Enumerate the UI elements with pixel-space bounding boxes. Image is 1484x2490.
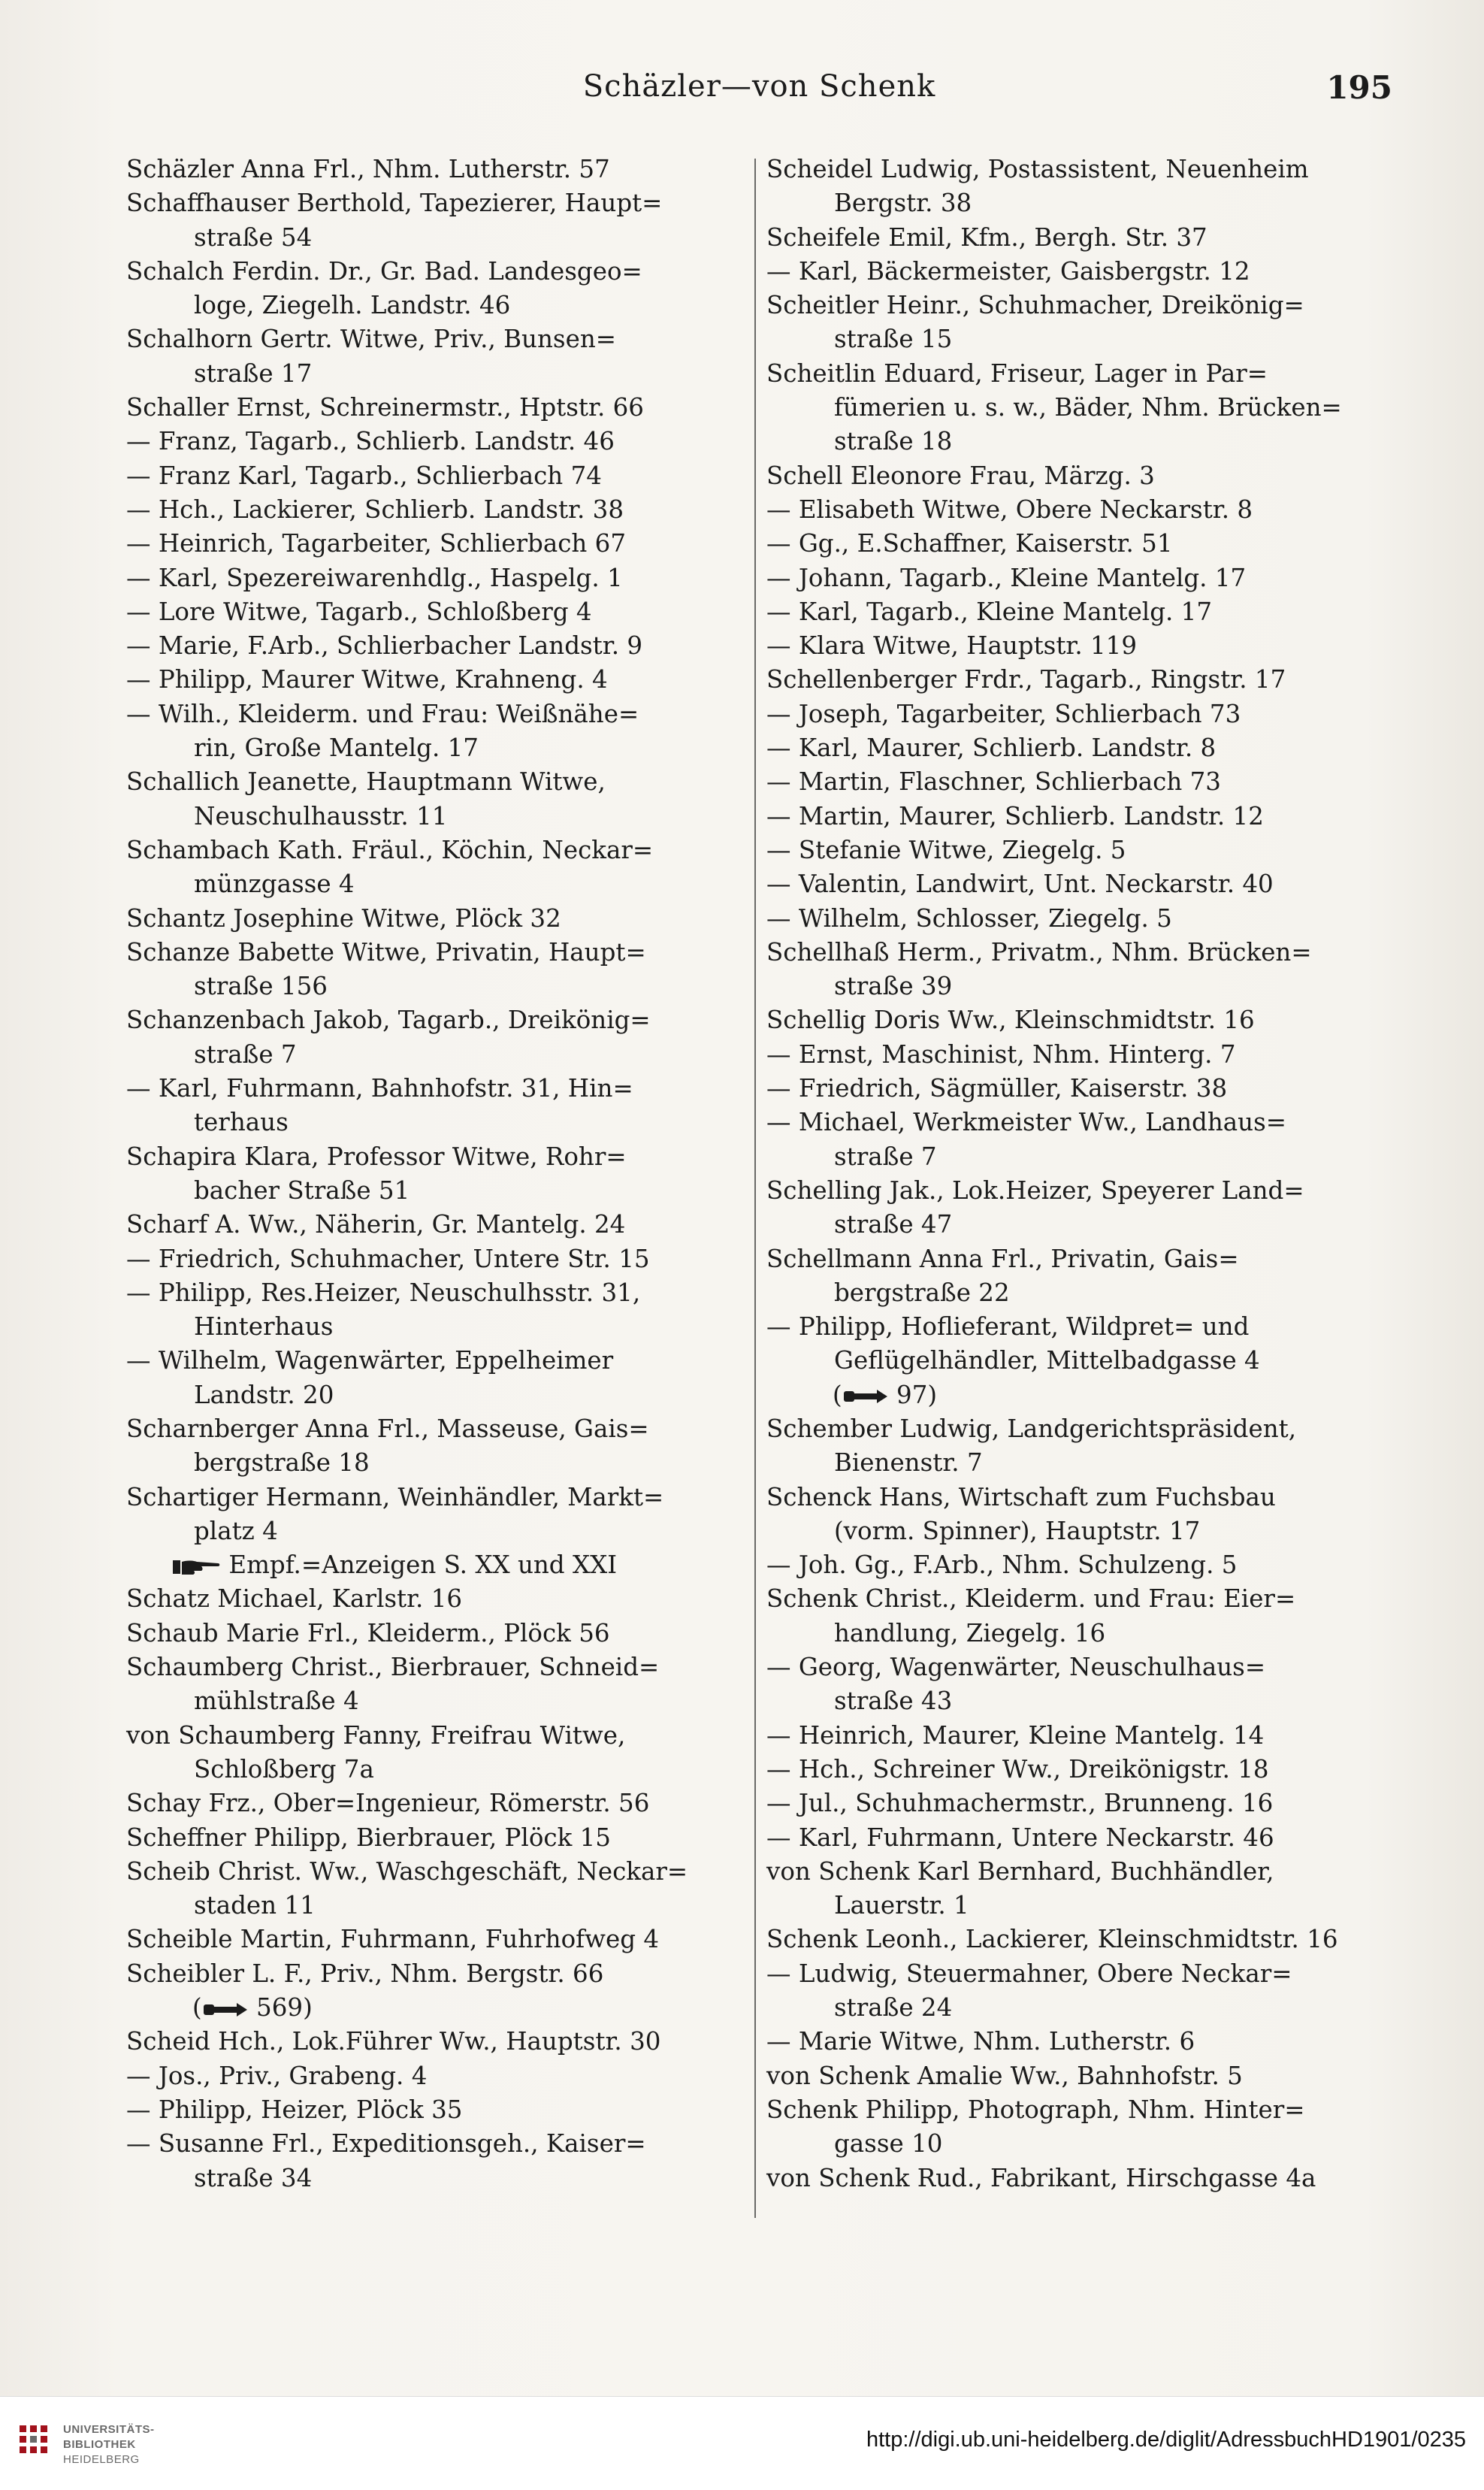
entry-name-line: — Martin, Flaschner, Schlierbach 73 bbox=[766, 767, 1221, 797]
entry-name-line: — Philipp, Maurer Witwe, Krahneng. 4 bbox=[126, 665, 608, 694]
directory-entry bbox=[766, 527, 1383, 561]
library-name-line3: HEIDELBERG bbox=[63, 2453, 140, 2466]
directory-entry bbox=[126, 561, 742, 595]
entry-name-line: — Philipp, Res.Heizer, Neuschulhsstr. 31, bbox=[126, 1278, 641, 1307]
entry-name-line: — Martin, Maurer, Schlierb. Landstr. 12 bbox=[766, 801, 1264, 831]
entry-continuation-line: terhaus bbox=[194, 1108, 289, 1137]
entry-name-line: von Schenk Amalie Ww., Bahnhofstr. 5 bbox=[766, 2061, 1243, 2090]
entry-name-line: Schallich Jeanette, Hauptmann Witwe, bbox=[126, 767, 606, 797]
entry-name-line: — Franz, Tagarb., Schlierb. Landstr. 46 bbox=[126, 427, 615, 456]
directory-entry bbox=[126, 834, 742, 902]
directory-entry bbox=[766, 1787, 1383, 1820]
entry-continuation-line: staden 11 bbox=[194, 1891, 316, 1920]
directory-entry bbox=[766, 834, 1383, 867]
entry-name-line: Scheffner Philipp, Bierbrauer, Plöck 15 bbox=[126, 1823, 611, 1852]
entry-name-line: Schember Ludwig, Landgerichtspräsident, bbox=[766, 1414, 1297, 1443]
directory-entry bbox=[126, 1276, 742, 1345]
entry-continuation-line: ( 97) bbox=[833, 1380, 938, 1409]
entry-name-line: Schell Eleonore Frau, Märzg. 3 bbox=[766, 461, 1155, 490]
directory-entry bbox=[126, 459, 742, 493]
entry-name-line: — Jul., Schuhmachermstr., Brunneng. 16 bbox=[766, 1789, 1274, 1818]
entry-name-line: — Georg, Wagenwärter, Neuschulhaus= bbox=[766, 1653, 1266, 1682]
entry-name-line: — Hch., Lackierer, Schlierb. Landstr. 38 bbox=[126, 495, 624, 524]
entry-continuation-line: mühlstraße 4 bbox=[194, 1687, 359, 1716]
directory-entry bbox=[766, 561, 1383, 595]
entry-name-line: Schellenberger Frdr., Tagarb., Ringstr. 17 bbox=[766, 665, 1286, 694]
directory-entry bbox=[126, 1140, 742, 1209]
entry-name-line: — Heinrich, Tagarbeiter, Schlierbach 67 bbox=[126, 529, 627, 558]
library-name-line1: UNIVERSITÄTS- bbox=[63, 2423, 155, 2436]
directory-entry bbox=[766, 1003, 1383, 1037]
directory-entry bbox=[126, 2093, 742, 2127]
entry-name-line: — Susanne Frl., Expeditionsgeh., Kaiser= bbox=[126, 2129, 646, 2159]
entry-name-line: Empf.=Anzeigen S. XX und XXI bbox=[228, 1551, 618, 1580]
directory-entry bbox=[766, 255, 1383, 289]
entry-continuation-line: gasse 10 bbox=[834, 2129, 943, 2159]
directory-entry bbox=[766, 1038, 1383, 1072]
entry-name-line: Schellig Doris Ww., Kleinschmidtstr. 16 bbox=[766, 1006, 1255, 1035]
entry-name-line: von Schaumberg Fanny, Freifrau Witwe, bbox=[126, 1720, 626, 1750]
entry-continuation-line: (vorm. Spinner), Hauptstr. 17 bbox=[834, 1516, 1201, 1545]
directory-entry bbox=[766, 2059, 1383, 2093]
directory-entry bbox=[126, 629, 742, 663]
entry-continuation-line: straße 15 bbox=[834, 325, 953, 354]
entry-name-line: Schenk Christ., Kleiderm. und Frau: Eier= bbox=[766, 1584, 1296, 1614]
directory-columns bbox=[126, 153, 1392, 2227]
directory-entry bbox=[766, 1821, 1383, 1855]
directory-entry bbox=[766, 1310, 1383, 1412]
directory-entry bbox=[126, 2059, 742, 2093]
entry-continuation-line: straße 7 bbox=[834, 1142, 937, 1171]
directory-entry bbox=[766, 1753, 1383, 1787]
entry-continuation-line: Bienenstr. 7 bbox=[834, 1448, 983, 1478]
directory-entry bbox=[766, 459, 1383, 493]
directory-entry bbox=[766, 221, 1383, 255]
entry-name-line: — Hch., Schreiner Ww., Dreikönigstr. 18 bbox=[766, 1754, 1269, 1784]
entry-name-line: Scheid Hch., Lok.Führer Ww., Hauptstr. 30 bbox=[126, 2027, 661, 2056]
entry-name-line: — Karl, Fuhrmann, Bahnhofstr. 31, Hin= bbox=[126, 1074, 633, 1103]
directory-entry bbox=[766, 1957, 1383, 2026]
directory-entry bbox=[766, 493, 1383, 527]
entry-continuation-line: Landstr. 20 bbox=[194, 1380, 334, 1409]
entry-name-line: — Wilhelm, Schlosser, Ziegelg. 5 bbox=[766, 903, 1172, 933]
entry-name-line: — Valentin, Landwirt, Unt. Neckarstr. 40 bbox=[766, 870, 1274, 899]
directory-entry bbox=[126, 1855, 742, 1923]
directory-entry bbox=[126, 2025, 742, 2059]
directory-entry bbox=[126, 1481, 742, 1549]
entry-name-line: — Joseph, Tagarbeiter, Schlierbach 73 bbox=[766, 699, 1241, 728]
directory-entry bbox=[766, 629, 1383, 663]
entry-continuation-line: straße 34 bbox=[194, 2163, 313, 2192]
entry-name-line: von Schenk Karl Bernhard, Buchhändler, bbox=[766, 1856, 1274, 1886]
entry-name-line: — Heinrich, Maurer, Kleine Mantelg. 14 bbox=[766, 1720, 1265, 1750]
directory-entry bbox=[766, 765, 1383, 799]
directory-entry bbox=[126, 322, 742, 391]
directory-entry bbox=[126, 1582, 742, 1616]
entry-name-line: Schanzenbach Jakob, Tagarb., Dreikönig= bbox=[126, 1006, 651, 1035]
directory-entry bbox=[126, 255, 742, 323]
page-number: 195 bbox=[1326, 69, 1392, 106]
directory-entry bbox=[126, 595, 742, 629]
entry-name-line: — Jos., Priv., Grabeng. 4 bbox=[126, 2061, 428, 2090]
entry-name-line: von Schenk Rud., Fabrikant, Hirschgasse 4a bbox=[766, 2163, 1316, 2192]
directory-entry bbox=[126, 1719, 742, 1787]
entry-name-line: — Ernst, Maschinist, Nhm. Hinterg. 7 bbox=[766, 1039, 1236, 1069]
directory-entry bbox=[126, 527, 742, 561]
entry-name-line: Scheitlin Eduard, Friseur, Lager in Par= bbox=[766, 359, 1268, 388]
directory-entry bbox=[126, 936, 742, 1004]
entry-name-line: — Karl, Spezereiwarenhdlg., Haspelg. 1 bbox=[126, 563, 623, 592]
directory-entry bbox=[766, 731, 1383, 765]
directory-entry bbox=[766, 697, 1383, 731]
entry-name-line: Schanze Babette Witwe, Privatin, Haupt= bbox=[126, 937, 646, 967]
directory-entry bbox=[766, 1582, 1383, 1650]
directory-entry bbox=[126, 1242, 742, 1276]
entry-name-line: — Joh. Gg., F.Arb., Nhm. Schulzeng. 5 bbox=[766, 1551, 1238, 1580]
entry-name-line: Scharf A. Ww., Näherin, Gr. Mantelg. 24 bbox=[126, 1210, 626, 1239]
entry-name-line: Schaller Ernst, Schreinermstr., Hptstr. 66 bbox=[126, 393, 644, 422]
entry-name-line: Schartiger Hermann, Weinhändler, Markt= bbox=[126, 1482, 664, 1511]
entry-continuation-line: rin, Große Mantelg. 17 bbox=[194, 734, 479, 763]
directory-entry bbox=[766, 1174, 1383, 1242]
directory-entry bbox=[126, 1003, 742, 1072]
entry-continuation-line: straße 156 bbox=[194, 972, 328, 1001]
directory-entry bbox=[126, 765, 742, 834]
entry-name-line: — Wilhelm, Wagenwärter, Eppelheimer bbox=[126, 1346, 614, 1375]
entry-name-line: — Marie, F.Arb., Schlierbacher Landstr. 9 bbox=[126, 631, 643, 661]
entry-continuation-line: straße 47 bbox=[834, 1210, 953, 1239]
directory-entry bbox=[766, 1548, 1383, 1582]
telephone-icon bbox=[842, 1387, 889, 1406]
directory-entry bbox=[766, 1481, 1383, 1549]
entry-name-line: — Philipp, Heizer, Plöck 35 bbox=[126, 2095, 463, 2124]
directory-entry bbox=[766, 595, 1383, 629]
directory-entry bbox=[766, 1242, 1383, 1311]
directory-entry bbox=[766, 357, 1383, 459]
entry-name-line: — Karl, Fuhrmann, Untere Neckarstr. 46 bbox=[766, 1823, 1274, 1852]
entry-name-line: Schantz Josephine Witwe, Plöck 32 bbox=[126, 903, 561, 933]
entry-name-line: Scheib Christ. Ww., Waschgeschäft, Neckar= bbox=[126, 1856, 688, 1886]
entry-name-line: — Philipp, Hoflieferant, Wildpret= und bbox=[766, 1312, 1250, 1342]
entry-name-line: — Wilh., Kleiderm. und Frau: Weißnähe= bbox=[126, 699, 639, 728]
directory-entry bbox=[126, 1821, 742, 1855]
directory-entry bbox=[766, 936, 1383, 1004]
phone-number: 97 bbox=[896, 1380, 928, 1409]
library-name bbox=[63, 2422, 155, 2467]
entry-name-line: — Karl, Bäckermeister, Gaisbergstr. 12 bbox=[766, 256, 1250, 286]
directory-entry bbox=[766, 2162, 1383, 2195]
entry-name-line: Schatz Michael, Karlstr. 16 bbox=[126, 1584, 463, 1614]
entry-continuation-line: bacher Straße 51 bbox=[194, 1175, 410, 1205]
right-column bbox=[766, 153, 1383, 2195]
entry-continuation-line: Lauerstr. 1 bbox=[834, 1891, 969, 1920]
entry-name-line: Schellhaß Herm., Privatm., Nhm. Brücken= bbox=[766, 937, 1312, 967]
entry-name-line: Schalch Ferdin. Dr., Gr. Bad. Landesgeo= bbox=[126, 256, 642, 286]
entry-continuation-line: Schloßberg 7a bbox=[194, 1754, 374, 1784]
entry-name-line: Schaub Marie Frl., Kleiderm., Plöck 56 bbox=[126, 1618, 610, 1647]
entry-continuation-line: Bergstr. 38 bbox=[834, 189, 972, 218]
library-seal-icon bbox=[17, 2422, 51, 2457]
directory-entry bbox=[766, 1106, 1383, 1174]
entry-continuation-line: straße 39 bbox=[834, 972, 953, 1001]
directory-entry bbox=[126, 1412, 742, 1481]
entry-continuation-line: bergstraße 22 bbox=[834, 1278, 1010, 1307]
directory-entry bbox=[126, 1344, 742, 1412]
entry-name-line: Schellmann Anna Frl., Privatin, Gais= bbox=[766, 1244, 1239, 1273]
entry-name-line: Schaffhauser Berthold, Tapezierer, Haupt= bbox=[126, 189, 663, 218]
entry-name-line: — Karl, Tagarb., Kleine Mantelg. 17 bbox=[766, 597, 1213, 626]
directory-entry bbox=[766, 153, 1383, 221]
entry-continuation-line: handlung, Ziegelg. 16 bbox=[834, 1618, 1106, 1647]
entry-continuation-line: bergstraße 18 bbox=[194, 1448, 370, 1478]
page-header bbox=[126, 69, 1392, 114]
directory-entry bbox=[766, 2025, 1383, 2059]
entry-continuation-line: Hinterhaus bbox=[194, 1312, 334, 1342]
entry-continuation-line: Geflügelhändler, Mittelbadgasse 4 bbox=[834, 1346, 1260, 1375]
entry-name-line: — Stefanie Witwe, Ziegelg. 5 bbox=[766, 835, 1126, 864]
directory-entry bbox=[766, 867, 1383, 901]
entry-name-line: — Johann, Tagarb., Kleine Mantelg. 17 bbox=[766, 563, 1247, 592]
directory-entry bbox=[766, 2093, 1383, 2162]
entry-name-line: Schenck Hans, Wirtschaft zum Fuchsbau bbox=[766, 1482, 1276, 1511]
directory-entry bbox=[126, 1923, 742, 1956]
column-divider bbox=[754, 159, 756, 2218]
directory-entry bbox=[766, 1855, 1383, 1923]
entry-name-line: — Friedrich, Schuhmacher, Untere Str. 15 bbox=[126, 1244, 650, 1273]
directory-entry bbox=[126, 697, 742, 766]
entry-name-line: Schambach Kath. Fräul., Köchin, Neckar= bbox=[126, 835, 654, 864]
entry-name-line: — Gg., E.Schaffner, Kaiserstr. 51 bbox=[766, 529, 1173, 558]
entry-continuation-line: straße 43 bbox=[834, 1687, 953, 1716]
entry-name-line: — Lore Witwe, Tagarb., Schloßberg 4 bbox=[126, 597, 592, 626]
entry-continuation-line: straße 17 bbox=[194, 359, 313, 388]
entry-name-line: Schapira Klara, Professor Witwe, Rohr= bbox=[126, 1142, 627, 1171]
directory-entry bbox=[126, 663, 742, 697]
entry-name-line: Scheidel Ludwig, Postassistent, Neuenheim bbox=[766, 155, 1309, 183]
pointing-hand-icon bbox=[171, 1556, 221, 1578]
entry-name-line: Schäzler Anna Frl., Nhm. Lutherstr. 57 bbox=[126, 155, 610, 183]
phone-number: 569 bbox=[256, 1993, 304, 2023]
directory-entry bbox=[766, 289, 1383, 357]
directory-entry bbox=[126, 493, 742, 527]
entry-name-line: Schalhorn Gertr. Witwe, Priv., Bunsen= bbox=[126, 325, 616, 354]
entry-name-line: Scheibler L. F., Priv., Nhm. Bergstr. 66 bbox=[126, 1959, 604, 1988]
directory-entry bbox=[126, 2127, 742, 2195]
entry-continuation-line: ( 569) bbox=[192, 1993, 313, 2023]
entry-name-line: Schelling Jak., Lok.Heizer, Speyerer Land= bbox=[766, 1175, 1304, 1205]
entry-name-line: Schenk Leonh., Lackierer, Kleinschmidtstr. 16 bbox=[766, 1925, 1338, 1954]
library-name-line2: BIBLIOTHEK bbox=[63, 2438, 136, 2451]
entry-name-line: — Michael, Werkmeister Ww., Landhaus= bbox=[766, 1108, 1287, 1137]
entry-continuation-line: Neuschulhausstr. 11 bbox=[194, 801, 448, 831]
directory-entry bbox=[766, 1072, 1383, 1106]
directory-entry bbox=[766, 902, 1383, 936]
entry-continuation-line: fümerien u. s. w., Bäder, Nhm. Brücken= bbox=[834, 393, 1342, 422]
entry-name-line: — Marie Witwe, Nhm. Lutherstr. 6 bbox=[766, 2027, 1195, 2056]
directory-entry bbox=[126, 425, 742, 458]
directory-entry bbox=[126, 1072, 742, 1140]
entry-name-line: Scheible Martin, Fuhrmann, Fuhrhofweg 4 bbox=[126, 1925, 660, 1954]
entry-name-line: — Ludwig, Steuermahner, Obere Neckar= bbox=[766, 1959, 1292, 1988]
entry-continuation-line: straße 7 bbox=[194, 1039, 297, 1069]
directory-entry bbox=[126, 902, 742, 936]
telephone-icon bbox=[202, 2000, 249, 2020]
entry-name-line: — Friedrich, Sägmüller, Kaiserstr. 38 bbox=[766, 1074, 1228, 1103]
permalink-url[interactable]: http://digi.ub.uni-heidelberg.de/diglit/AdressbuchHD1901/0235 bbox=[866, 2428, 1466, 2452]
directory-entry bbox=[766, 800, 1383, 834]
entry-name-line: — Karl, Maurer, Schlierb. Landstr. 8 bbox=[766, 734, 1217, 763]
directory-entry bbox=[766, 663, 1383, 697]
pointing-hand-wrap bbox=[126, 1551, 228, 1579]
entry-name-line: Scharnberger Anna Frl., Masseuse, Gais= bbox=[126, 1414, 649, 1443]
directory-entry bbox=[126, 1617, 742, 1650]
entry-continuation-line: straße 24 bbox=[834, 1993, 953, 2023]
directory-entry bbox=[126, 1650, 742, 1719]
directory-entry bbox=[126, 391, 742, 425]
entry-name-line: Scheifele Emil, Kfm., Bergh. Str. 37 bbox=[766, 222, 1207, 252]
entry-continuation-line: münzgasse 4 bbox=[194, 870, 355, 899]
directory-entry bbox=[126, 153, 742, 186]
footer-bar bbox=[0, 2396, 1484, 2490]
entry-name-line: — Franz Karl, Tagarb., Schlierbach 74 bbox=[126, 461, 602, 490]
entry-name-line: Schay Frz., Ober=Ingenieur, Römerstr. 56 bbox=[126, 1789, 650, 1818]
left-column bbox=[126, 153, 742, 2195]
directory-entry bbox=[126, 1787, 742, 1820]
directory-entry bbox=[126, 1957, 742, 2026]
entry-continuation-line: straße 18 bbox=[834, 427, 953, 456]
directory-entry bbox=[126, 186, 742, 255]
entry-continuation-line: platz 4 bbox=[194, 1516, 278, 1545]
directory-entry bbox=[126, 1548, 742, 1582]
entry-name-line: Schaumberg Christ., Bierbrauer, Schneid= bbox=[126, 1653, 660, 1682]
directory-entry bbox=[766, 1412, 1383, 1481]
directory-entry bbox=[766, 1923, 1383, 1956]
directory-entry bbox=[766, 1719, 1383, 1753]
directory-entry bbox=[766, 1650, 1383, 1719]
entry-name-line: Schenk Philipp, Photograph, Nhm. Hinter= bbox=[766, 2095, 1305, 2124]
entry-name-line: Scheitler Heinr., Schuhmacher, Dreikönig= bbox=[766, 291, 1304, 320]
entry-continuation-line: straße 54 bbox=[194, 222, 313, 252]
running-title: Schäzler—von Schenk bbox=[582, 69, 936, 104]
entry-name-line: — Elisabeth Witwe, Obere Neckarstr. 8 bbox=[766, 495, 1253, 524]
entry-name-line: — Klara Witwe, Hauptstr. 119 bbox=[766, 631, 1138, 661]
library-logo[interactable] bbox=[17, 2412, 197, 2479]
entry-continuation-line: loge, Ziegelh. Landstr. 46 bbox=[194, 291, 511, 320]
directory-entry bbox=[126, 1208, 742, 1242]
